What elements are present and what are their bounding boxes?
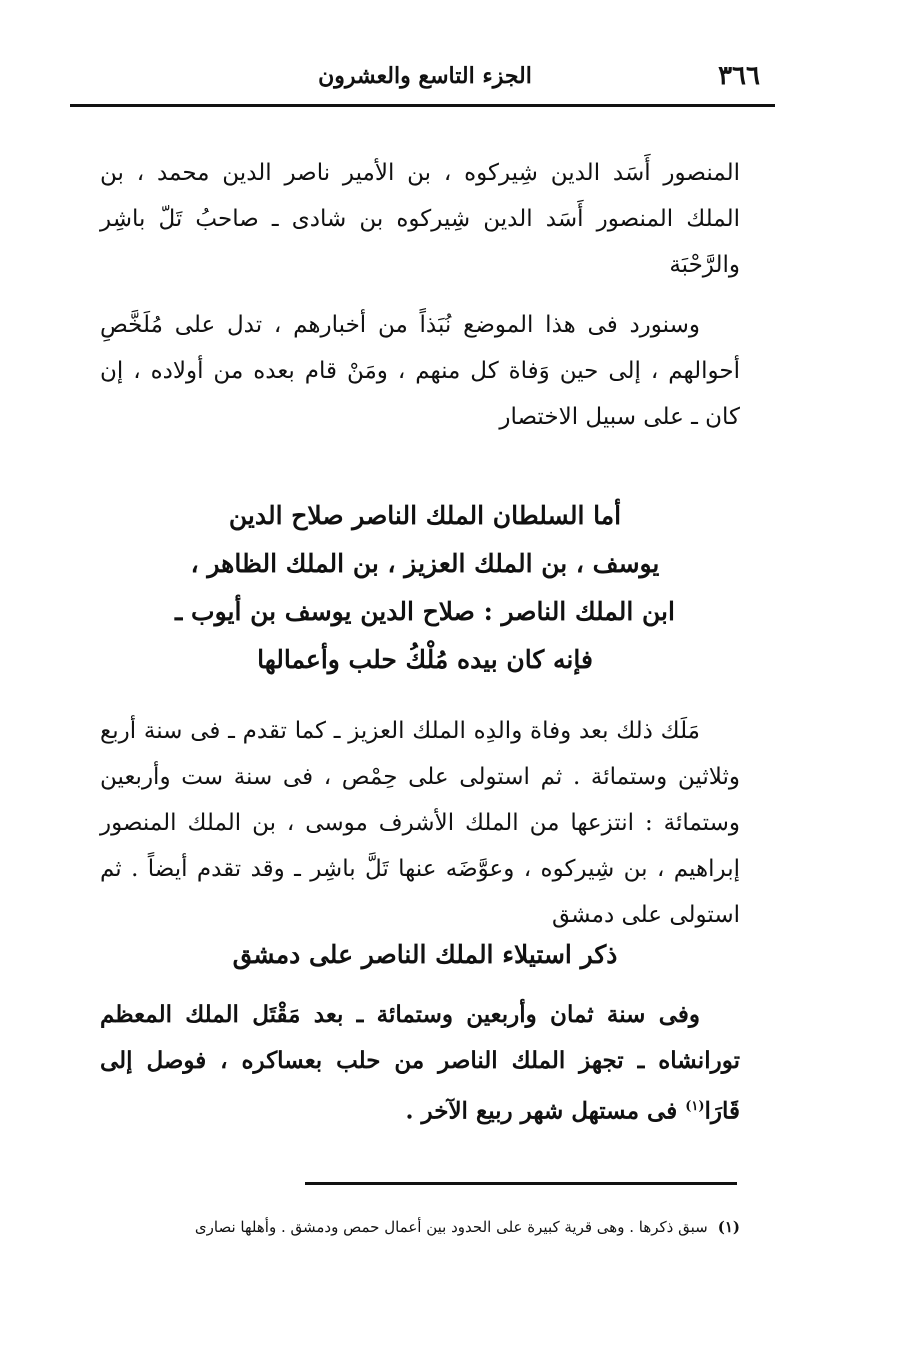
footnote-marker: (١) (717, 1218, 740, 1236)
page-number: ٣٦٦ (718, 61, 760, 91)
sub-heading: ذكر استيلاء الملك الناصر على دمشق (232, 940, 618, 969)
intro-paragraph-2: وسنورد فى هذا الموضع نُبَذاً من أخبارهم ، تدل على مُلَخَّصِ أحوالهم ، إلى حين وَفاة كل منهم ، ومَنْ قام بعده من أولاده ، إن كان ـ على سبيل الاختصار (100, 312, 740, 430)
damascus-paragraph (100, 992, 740, 1135)
footnote (150, 1214, 740, 1240)
header-rule (70, 104, 775, 107)
section-heading-line-4: فإنه كان بيده مُلْكُ حلب وأعمالها (257, 645, 593, 674)
section-heading-line-1: أما السلطان الملك الناصر صلاح الدين (228, 501, 622, 530)
page-header (80, 58, 770, 94)
damascus-text-2: فى مستهل شهر ربيع الآخر . (405, 1097, 686, 1125)
footnote-rule (305, 1182, 737, 1185)
footnote-reference: (١) (685, 1099, 705, 1114)
intro-paragraph-1: المنصور أَسَد الدين شِيركوه ، بن الأمير ناصر الدين محمد ، بن الملك المنصور أَسَد الدين شِيركوه بن شادى ـ صاحبُ تَلّ باشِر والرَّحْبَة (100, 160, 740, 278)
section-heading (150, 492, 700, 684)
section-heading-line-3: ابن الملك الناصر : صلاح الدين يوسف بن أيوب ـ (175, 597, 675, 626)
intro-text (100, 150, 740, 440)
running-title: الجزء التاسع والعشرون (318, 63, 532, 89)
section-heading-line-2: يوسف ، بن الملك العزيز ، بن الملك الظاهر ، (190, 549, 660, 578)
footnote-text: سبق ذكرها . وهى قرية كبيرة على الحدود بين أعمال حمص ودمشق . وأهلها نصارى (194, 1218, 708, 1236)
reign-paragraph: مَلَك ذلك بعد وفاة والدِه الملك العزيز ـ كما تقدم ـ فى سنة أربع وثلاثين وستمائة . ثم استولى على حِمْص ، فى سنة ست وأربعين وستمائة : انتزعها من الملك الأشرف موسى ، بن الملك المنصور إبراهيم ، بن شِيركوه ، وعوَّضَه عنها تَلَّ باشِر ـ وقد تقدم أيضاً . ثم استولى على دمشق (100, 718, 740, 928)
damascus-text-1: وفى سنة ثمان وأربعين وستمائة ـ بعد مَقْتَل الملك المعظم تورانشاه ـ تجهز الملك الناصر من حلب بعساكره ، فوصل إلى قَارَا (100, 1001, 740, 1125)
